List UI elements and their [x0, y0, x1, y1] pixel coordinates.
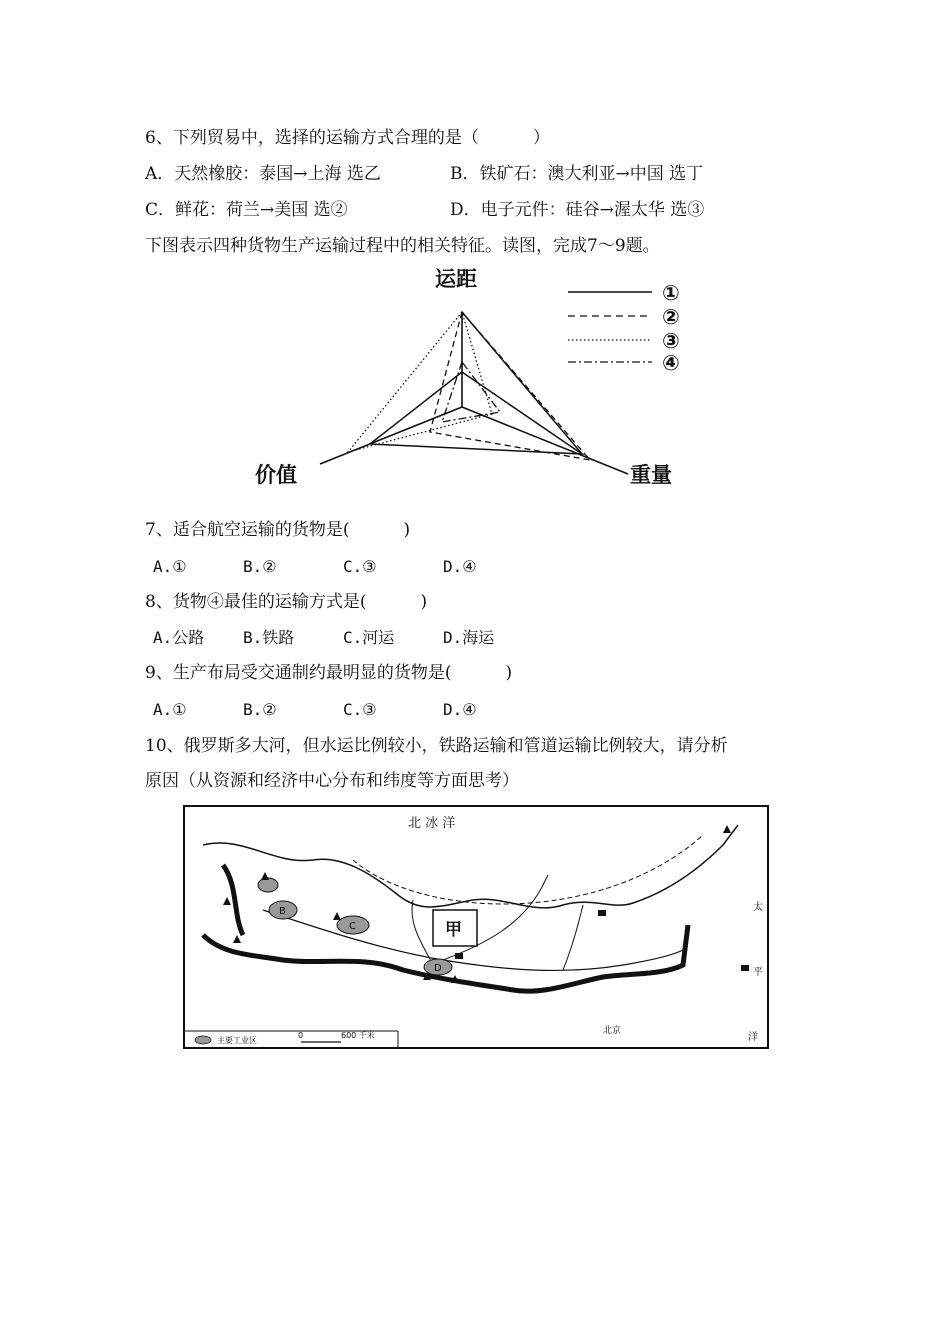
legend-label-2: ②	[662, 305, 680, 329]
q8-option-d: D.海运	[443, 628, 495, 647]
scale-label: 600 千米	[341, 1031, 375, 1040]
arctic-ocean-label: 北 冰 洋	[408, 816, 456, 831]
q6-option-c: C．鲜花：荷兰→美国 选②	[145, 200, 348, 220]
q8-stem: 8、货物④最佳的运输方式是( )	[145, 592, 428, 612]
q9-option-b: B.②	[243, 700, 277, 719]
q7-stem: 7、适合航空运输的货物是( )	[145, 520, 411, 540]
radar-axes	[320, 312, 628, 474]
industrial-legend-swatch	[195, 1036, 211, 1044]
axis-label-distance: 运距	[435, 267, 477, 291]
axis-label-value: 价值	[255, 463, 297, 487]
q6-option-d: D．电子元件：硅谷→渥太华 选③	[450, 200, 705, 220]
q10-line-2: 原因（从资源和经济中心分布和纬度等方面思考）	[145, 771, 519, 791]
q9-stem: 9、生产布局受交通制约最明显的货物是( )	[145, 663, 513, 683]
legend-label-1: ①	[662, 281, 680, 305]
pacific-label-2: 平	[753, 967, 763, 978]
q7-option-b: B.②	[243, 557, 277, 576]
q8-option-b: B.铁路	[243, 628, 295, 647]
pacific-label-1: 太	[753, 902, 763, 913]
q8-option-c: C.河运	[343, 628, 395, 647]
q7-option-a: A.①	[153, 557, 187, 576]
q10-line-1: 10、俄罗斯多大河，但水运比例较小，铁路运输和管道运输比例较大，请分析	[145, 736, 728, 756]
russia-map	[183, 805, 769, 1049]
legend	[568, 281, 680, 375]
q9-option-c: C.③	[343, 700, 377, 719]
q6-option-a: A．天然橡胶：泰国→上海 选乙	[145, 164, 381, 184]
q7-9-intro: 下图表示四种货物生产运输过程中的相关特征。读图，完成7～9题。	[145, 236, 660, 256]
radar-figure	[230, 262, 730, 492]
city-beijing: 北京	[603, 1026, 622, 1036]
q6-option-b: B．铁矿石：澳大利亚→中国 选丁	[450, 164, 704, 184]
q7-option-d: D.④	[443, 557, 477, 576]
legend-label-4: ④	[662, 351, 680, 375]
series-2-outline	[430, 312, 590, 460]
series-3-outline	[348, 312, 492, 452]
q6-stem: 6、下列贸易中，选择的运输方式合理的是（ ）	[145, 128, 550, 148]
q7-option-c: C.③	[343, 557, 377, 576]
box-jia-label: 甲	[445, 920, 462, 940]
legend-label-3: ③	[662, 329, 680, 353]
scale-zero: 0	[298, 1031, 304, 1040]
point-d: D	[434, 963, 442, 974]
point-c: C	[349, 921, 356, 932]
point-b: B	[279, 906, 286, 917]
legend-industrial: 主要工业区	[217, 1036, 257, 1045]
axis-label-weight: 重量	[630, 463, 672, 487]
pacific-label-3: 洋	[748, 1032, 758, 1043]
q9-option-a: A.①	[153, 700, 187, 719]
q8-option-a: A.公路	[153, 628, 205, 647]
q9-option-d: D.④	[443, 700, 477, 719]
